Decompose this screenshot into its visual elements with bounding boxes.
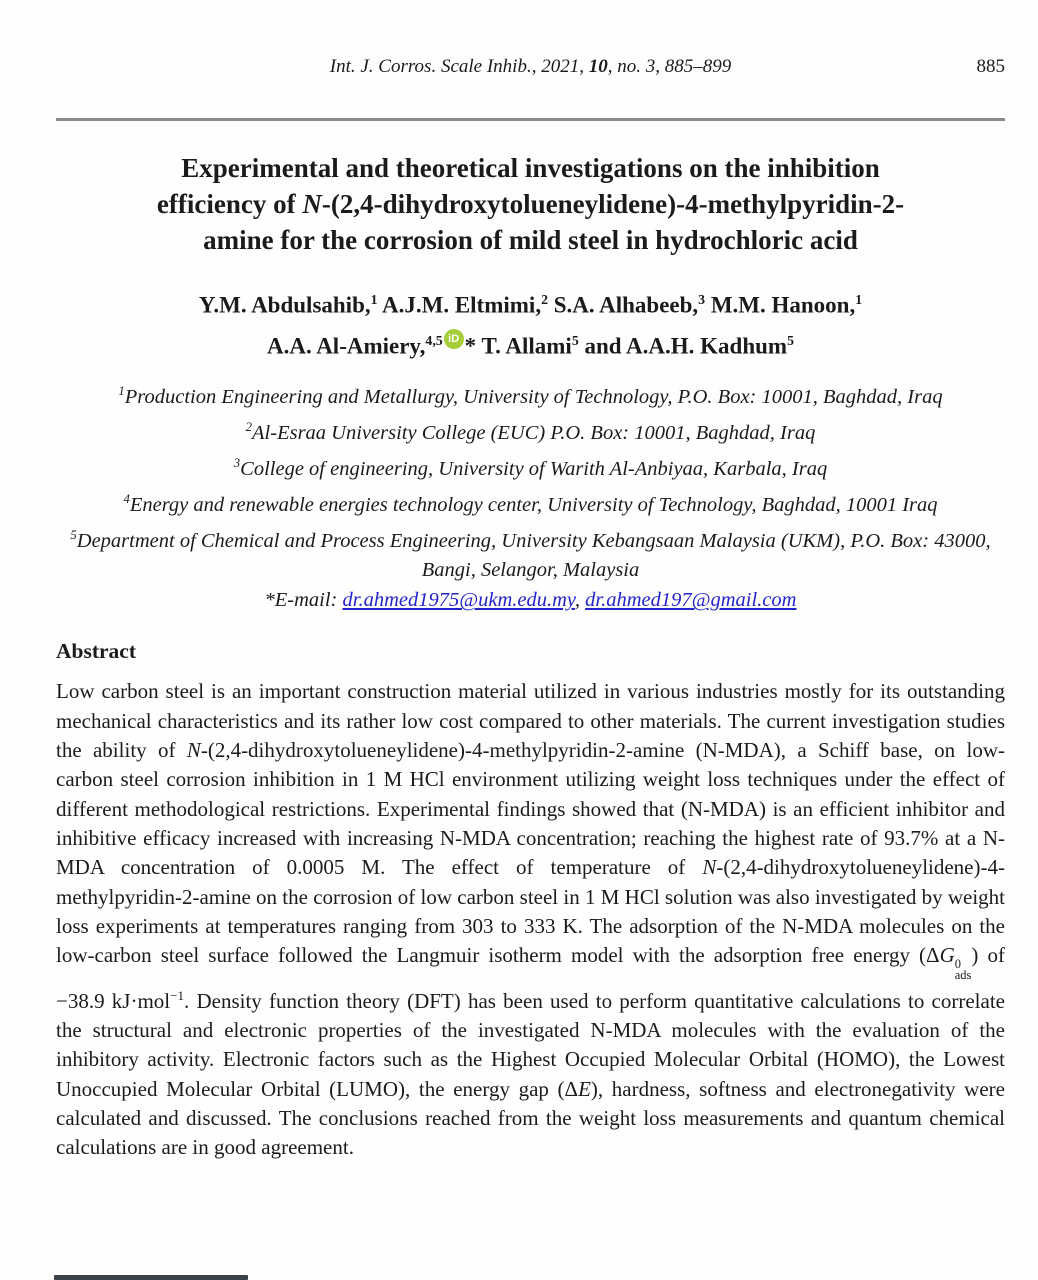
author-affil-mark: 4,5 [425,332,443,348]
affiliation-mark: 1 [118,384,125,399]
gibbs-energy-symbol: G [939,943,955,968]
affiliation-item [56,484,1005,520]
gibbs-energy-subscript: ads [954,967,972,982]
email-link-2[interactable]: dr.ahmed197@gmail.com [585,589,797,612]
author-affil-mark: 5 [571,332,579,348]
affiliation-text: Production Engineering and Metallurgy, University of Technology, P.O. Box: 10001, Baghdad, Iraq [124,386,943,409]
corresponding-author-star: * [464,333,477,359]
email-link-1[interactable]: dr.ahmed1975@ukm.edu.my [342,589,575,612]
email-prefix: *E-mail: [264,589,343,612]
affiliation-mark: 2 [245,420,253,435]
journal-citation-post: , no. 3, 885–899 [607,56,732,77]
title-line-2-italic-n: N [302,189,322,219]
abstract-text: ), hardness, softness and electronegativity were calculated and discussed. The conclusions reached from the weight loss measurements and quantum chemical calculations are in good agreement. [56,1076,1005,1160]
header-divider [56,118,1005,121]
affiliation-block [56,376,1005,615]
affiliation-item [56,412,1005,448]
author-affil-mark: 5 [787,332,794,348]
page-title [56,150,1005,258]
title-line-2-pre: efficiency of [156,189,303,219]
title-line-1: Experimental and theoretical investigations on the inhibition [181,153,880,183]
affiliation-mark: 4 [123,491,130,506]
abstract-italic-n: N [186,738,201,763]
author-affil-mark: 3 [698,292,706,307]
author-affil-mark: 2 [541,292,548,307]
author-name: A.J.M. Eltmimi, [377,292,542,318]
author-name: T. Allami [476,333,572,359]
author-name: A.A. Al-Amiery, [267,333,426,359]
author-name: Y.M. Abdulsahib, [198,292,371,318]
abstract-heading: Abstract [56,639,137,664]
author-list [56,282,1005,363]
running-head [56,56,1005,80]
title-line-3: amine for the corrosion of mild steel in hydrochloric acid [203,225,858,255]
author-name: M.M. Hanoon, [705,292,856,318]
page-number: 885 [976,56,1005,77]
journal-citation-pre: Int. J. Corros. Scale Inhib., 2021, [329,56,589,77]
journal-volume: 10 [588,56,608,77]
affiliation-item [56,520,1005,586]
gibbs-energy-superscript: 0 [954,956,961,971]
affiliation-text: Al-Esraa University College (EUC) P.O. Box: 10001, Baghdad, Iraq [252,421,816,444]
abstract-text: ) of −38.9 kJ·mol [56,943,1005,1013]
cropped-next-line-artifact [54,1275,248,1280]
energy-gap-symbol: E [578,1076,591,1101]
title-line-2 [56,186,1005,222]
author-joiner: and [578,333,627,359]
affiliation-text: Energy and renewable energies technology center, University of Technology, Baghdad, 10001 Iraq [129,493,938,516]
author-line-2 [56,323,1005,364]
affiliation-item [56,448,1005,484]
affiliation-text: Department of Chemical and Process Engineering, University Kebangsaan Malaysia (UKM), P.O. Box: 43000, Bangi, Selangor, Malaysia [76,529,991,582]
email-separator: , [574,589,586,612]
gibbs-energy-sup-sub [954,956,972,982]
author-name: A.A.H. Kadhum [626,333,788,359]
unit-exponent: −1 [170,987,185,1003]
author-name: S.A. Alhabeeb, [547,292,699,318]
journal-citation [330,56,731,77]
abstract-text: Low carbon steel is an important construction material utilized in various industries mostly for its outstanding mechanical characteristics and its rather low cost compared to other materials. The current investigation studies the ability of [56,679,1005,763]
email-line [56,585,1005,615]
abstract-text: . Density function theory (DFT) has been used to perform quantitative calculations to correlate the structural and electronic properties of the investigated N-MDA molecules with the evaluation of the inhibitory activity. Electronic factors such as the Highest Occupied Molecular Orbital (HOMO), the Lowest Unoccupied Molecular Orbital (LUMO), the energy gap (Δ [56,988,1005,1101]
author-affil-mark: 1 [370,292,378,307]
abstract-paragraph [56,677,1005,1162]
abstract-text: -(2,4-dihydroxytolueneylidene)-4-methylpyridin-2-amine on the corrosion of low carbon steel in 1 M HCl solution was also investigated by weight loss experiments at temperatures ranging from 303 to 333 K. The adsorption of the N-MDA molecules on the low-carbon steel surface followed the Langmuir isotherm model with the adsorption free energy (Δ [56,855,1005,968]
title-line-2-post: -(2,4-dihydroxytolueneylidene)-4-methylpyridin-2- [321,189,905,219]
author-line-1 [56,282,1005,323]
affiliation-text: College of engineering, University of Warith Al-Anbiyaa, Karbala, Iraq [240,457,828,480]
affiliation-mark: 5 [70,527,77,542]
orcid-icon[interactable]: iD [444,329,464,349]
abstract-text: -(2,4-dihydroxytolueneylidene)-4-methylpyridin-2-amine (N-MDA), a Schiff base, on low-carbon steel corrosion inhibition in 1 M HCl environment utilizing weight loss techniques under the effect of different methodological restrictions. Experimental findings showed that (N-MDA) is an efficient inhibitor and inhibitive efficacy increased with increasing N-MDA concentration; reaching the highest rate of 93.7% at a N-MDA concentration of 0.0005 M. The effect of temperature of [56,738,1005,880]
abstract-italic-n: N [702,855,717,880]
affiliation-mark: 3 [233,455,241,470]
affiliation-item [56,376,1005,412]
author-affil-mark: 1 [855,292,863,307]
